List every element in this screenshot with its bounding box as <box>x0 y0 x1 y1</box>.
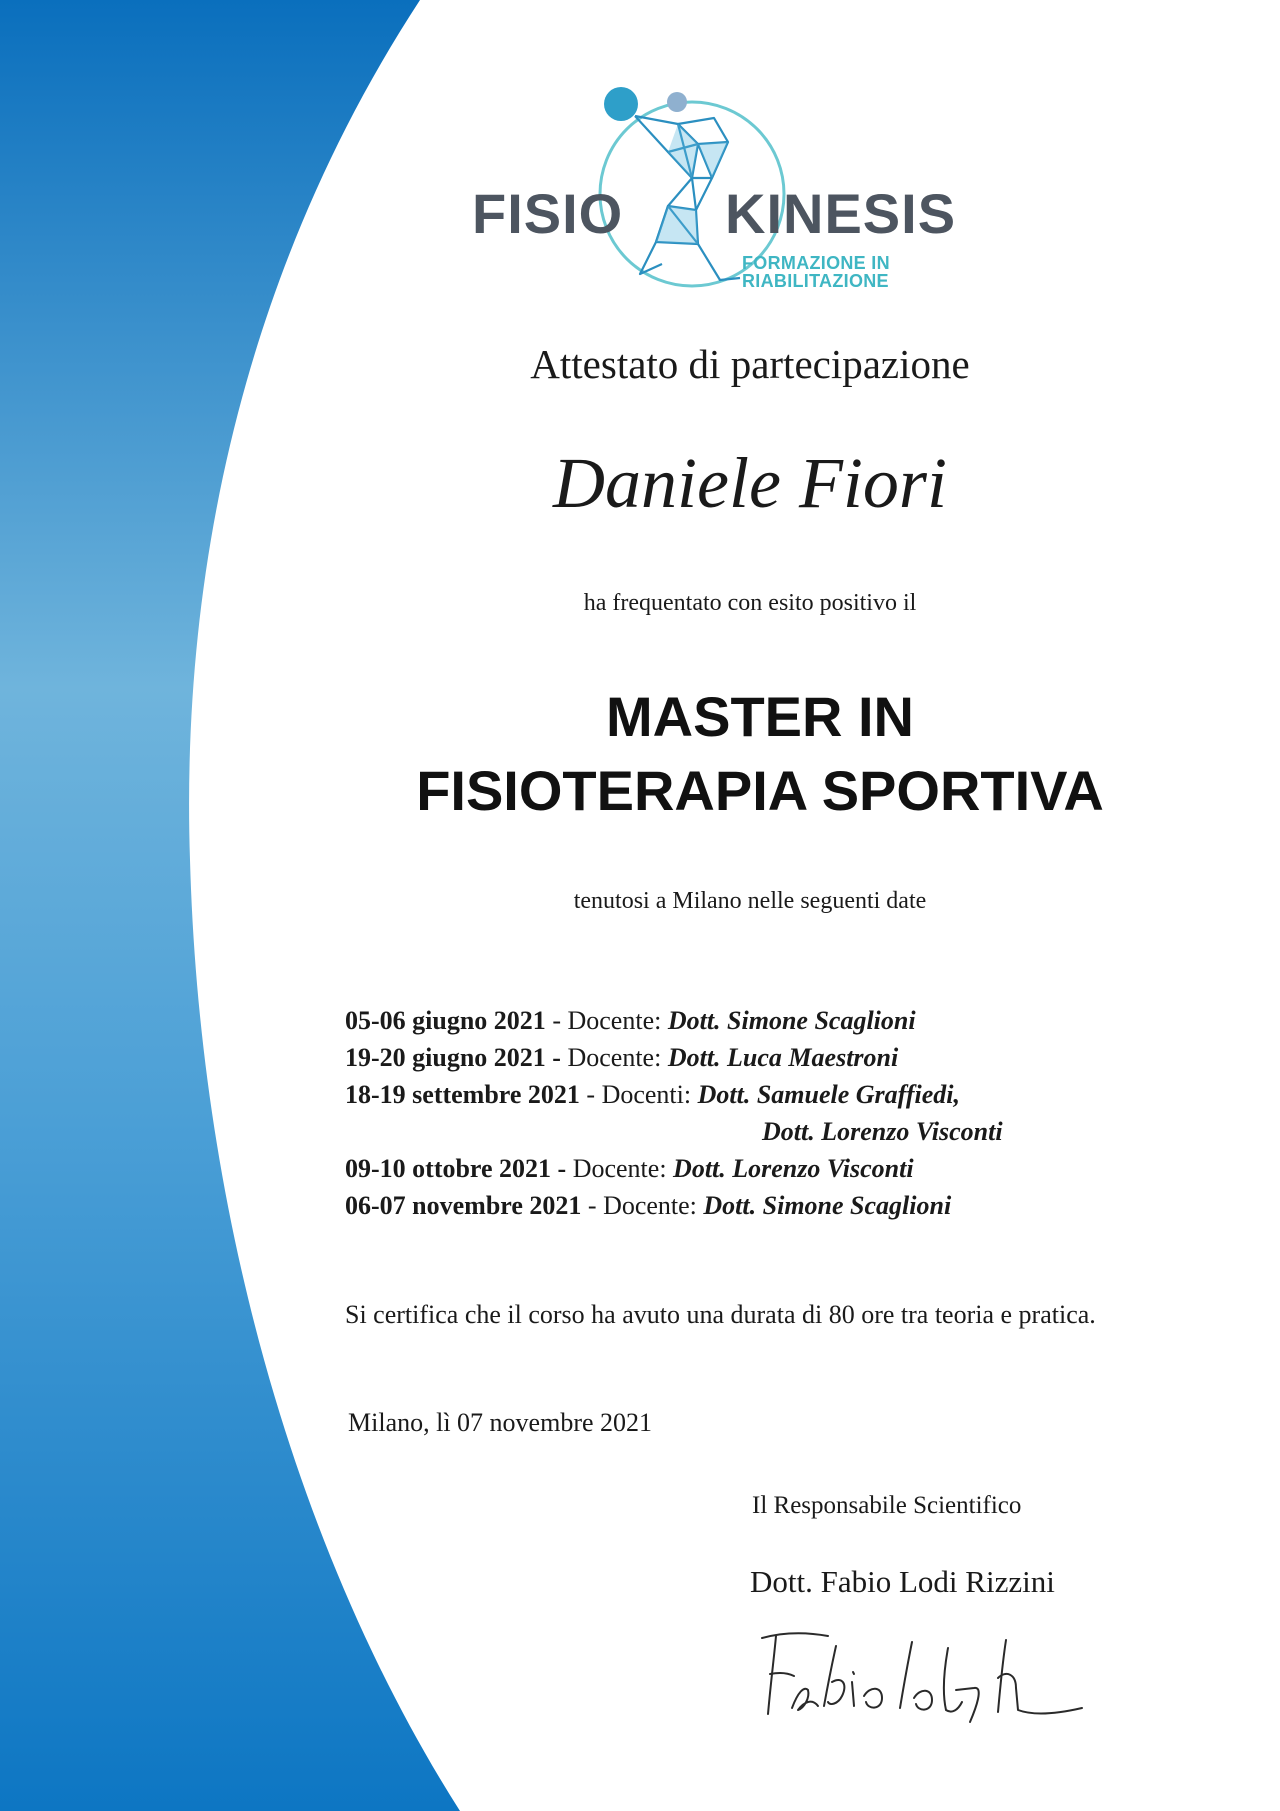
session-row <box>345 1076 1003 1113</box>
session-label: Docente: <box>572 1154 674 1183</box>
session-label: Docente: <box>603 1191 704 1220</box>
session-date: 19-20 giugno 2021 - <box>345 1043 561 1072</box>
session-teacher: Dott. Simone Scaglioni <box>703 1191 952 1220</box>
logo-word-fisio: FISIO <box>472 182 624 245</box>
logo-tagline: FORMAZIONE IN RIABILITAZIONE <box>742 253 890 291</box>
session-separator: - <box>581 1191 604 1220</box>
session-label: Docente: <box>567 1006 668 1035</box>
session-date: 09-10 ottobre 2021 - <box>345 1154 567 1183</box>
course-title-line-1: MASTER IN <box>606 685 914 748</box>
session-row <box>345 1002 1003 1039</box>
session-teacher-continuation: Dott. Lorenzo Visconti <box>762 1117 1003 1146</box>
session-row <box>345 1187 1003 1224</box>
session-label: Docente: <box>567 1043 668 1072</box>
session-teacher: Dott. Luca Maestroni <box>667 1043 899 1072</box>
session-date: 18-19 settembre 2021 <box>345 1080 580 1109</box>
session-separator: - <box>579 1080 602 1109</box>
session-row <box>345 1150 1003 1187</box>
place-and-date: Milano, lì 07 novembre 2021 <box>348 1408 653 1437</box>
certification-statement: Si certifica che il corso ha avuto una durata di 80 ore tra teoria e pratica. <box>345 1300 1096 1329</box>
session-date: 05-06 giugno 2021 <box>345 1006 546 1035</box>
recipient-name: Daniele Fiori <box>553 443 947 523</box>
signer-name: Dott. Fabio Lodi Rizzini <box>750 1564 1055 1599</box>
venue-text: tenutosi a Milano nelle seguenti date <box>573 888 927 914</box>
session-date: 06-07 novembre 2021 <box>345 1191 582 1220</box>
session-separator: - <box>545 1006 568 1035</box>
course-title-line-2: FISIOTERAPIA SPORTIVA <box>416 759 1104 822</box>
session-teacher: Dott. Simone Scaglioni <box>667 1006 916 1035</box>
logo-word-kinesis: KINESIS <box>725 182 957 245</box>
session-teacher: Dott. Samuele Graffiedi, <box>697 1080 961 1109</box>
handwritten-signature <box>744 1618 1104 1728</box>
session-label: Docenti: <box>601 1080 698 1109</box>
fisiokinesis-logo <box>460 82 1020 292</box>
certificate-title: Attestato di partecipazione <box>530 341 970 387</box>
session-row <box>345 1039 1003 1076</box>
session-list <box>345 1002 1003 1224</box>
session-teacher: Dott. Lorenzo Visconti <box>673 1154 914 1183</box>
signer-role: Il Responsabile Scientifico <box>752 1492 1022 1519</box>
intro-text: ha frequentato con esito positivo il <box>583 590 917 616</box>
course-title <box>240 680 1280 828</box>
